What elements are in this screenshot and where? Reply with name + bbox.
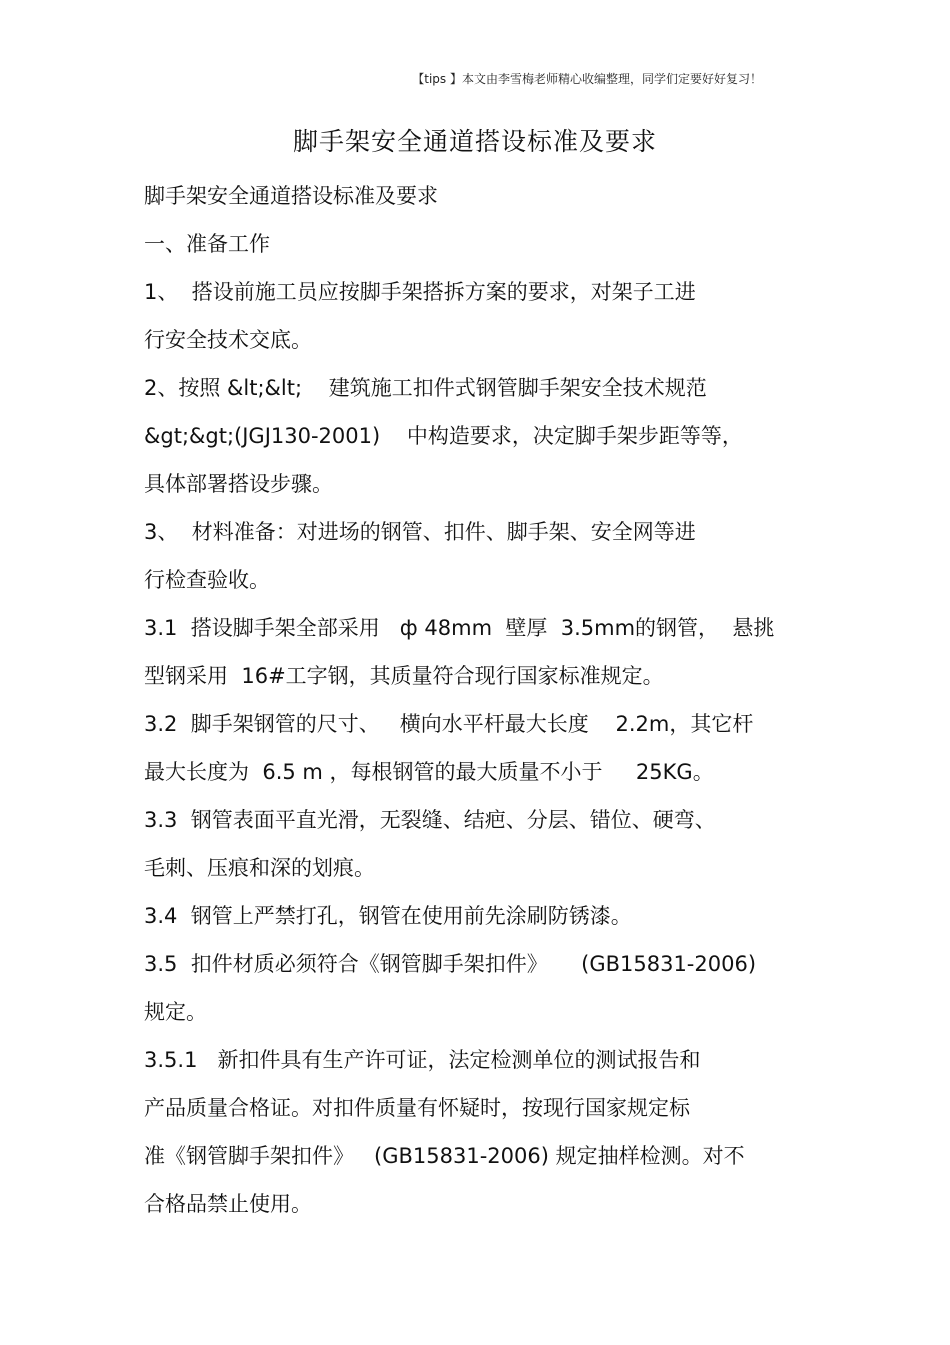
body-line: 行安全技术交底。 xyxy=(144,328,312,352)
body-line: 一、准备工作 xyxy=(144,232,270,256)
body-line: 3.4 钢管上严禁打孔，钢管在使用前先涂刷防锈漆。 xyxy=(144,904,632,928)
body-line: 最大长度为 6.5 m ，每根钢管的最大质量不小于 25KG。 xyxy=(144,760,714,784)
body-line: 3.1 搭设脚手架全部采用 ф 48mm 壁厚 3.5mm的钢管， 悬挑 xyxy=(144,616,775,640)
body-line: 3.2 脚手架钢管的尺寸、 横向水平杆最大长度 2.2m，其它杆 xyxy=(144,712,754,736)
body-line: 3、 材料准备：对进场的钢管、扣件、脚手架、安全网等进 xyxy=(144,520,696,544)
body-line: 3.5 扣件材质必须符合《钢管脚手架扣件》 (GB15831-2006) xyxy=(144,952,757,976)
body-line: 3.5.1 新扣件具有生产许可证，法定检测单位的测试报告和 xyxy=(144,1048,701,1072)
body-line: 型钢采用 16#工字钢，其质量符合现行国家标准规定。 xyxy=(144,664,664,688)
body-line: 准《钢管脚手架扣件》 (GB15831-2006) 规定抽样检测。对不 xyxy=(144,1144,745,1168)
body-line: 2、按照 &lt;&lt; 建筑施工扣件式钢管脚手架安全技术规范 xyxy=(144,376,707,400)
page-title: 脚手架安全通道搭设标准及要求 xyxy=(292,127,657,156)
header-tips: 【tips 】本文由李雪梅老师精心收编整理，同学们定要好好复习！ xyxy=(412,72,762,86)
body-line: 脚手架安全通道搭设标准及要求 xyxy=(144,184,438,208)
body-line: 3.3 钢管表面平直光滑，无裂缝、结疤、分层、错位、硬弯、 xyxy=(144,808,716,832)
body-line: 1、 搭设前施工员应按脚手架搭拆方案的要求，对架子工进 xyxy=(144,280,696,304)
body-line: 产品质量合格证。对扣件质量有怀疑时，按现行国家规定标 xyxy=(144,1096,690,1120)
body-line: &gt;&gt;(JGJ130-2001) 中构造要求，决定脚手架步距等等， xyxy=(144,424,743,448)
body-line: 规定。 xyxy=(144,1000,207,1024)
body-line: 合格品禁止使用。 xyxy=(144,1192,312,1216)
body-line: 具体部署搭设步骤。 xyxy=(144,472,333,496)
body-line: 行检查验收。 xyxy=(144,568,270,592)
body-line: 毛刺、压痕和深的划痕。 xyxy=(144,856,375,880)
